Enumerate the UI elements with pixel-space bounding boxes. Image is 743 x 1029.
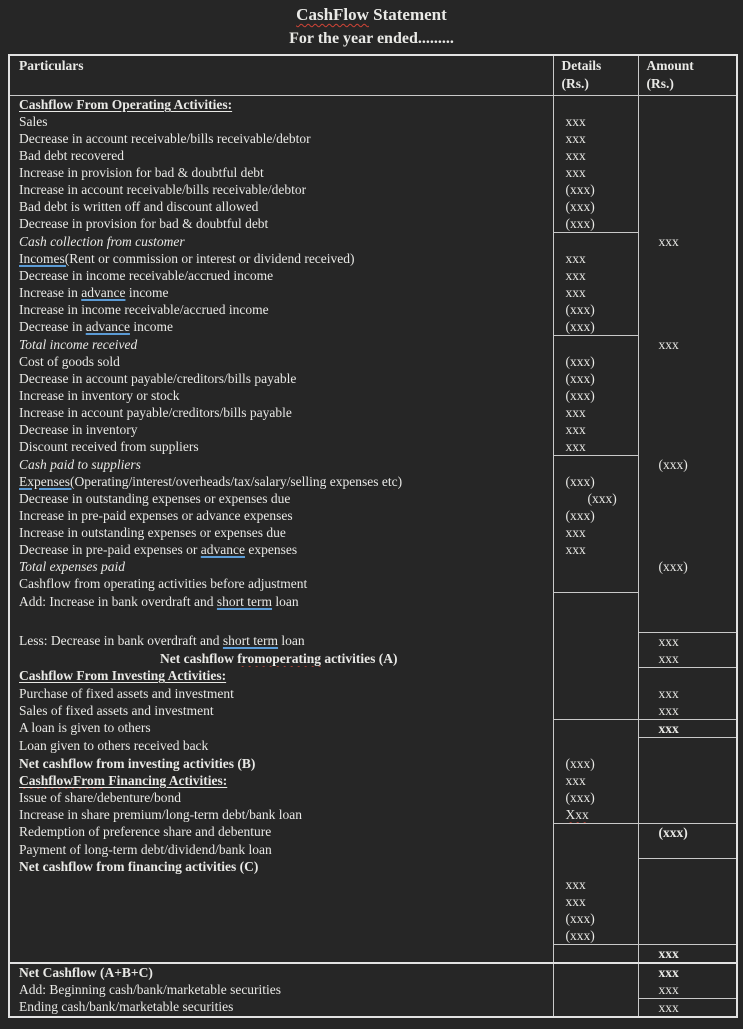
particulars-cell <box>9 336 553 354</box>
particulars-cell <box>9 755 553 772</box>
particulars-cell <box>9 353 553 370</box>
amount-cell <box>638 490 737 507</box>
table-row <box>9 998 737 1017</box>
details-cell <box>553 719 638 737</box>
table-row <box>9 164 737 181</box>
text-segment: income <box>125 285 169 300</box>
page-title <box>0 5 743 25</box>
text-segment: Rent or commission or interest or dividend received) <box>69 251 355 266</box>
particulars-cell <box>9 858 553 876</box>
text-segment: Less: Decrease in bank overdraft and <box>19 633 223 648</box>
amount-cell <box>638 301 737 318</box>
particulars-cell <box>9 284 553 301</box>
details-cell: xxx <box>553 541 638 558</box>
table-body <box>9 96 737 1017</box>
details-cell <box>553 858 638 876</box>
amount-cell: xxx <box>638 963 737 981</box>
amount-cell <box>638 164 737 181</box>
details-cell <box>553 233 638 251</box>
text-segment: loan <box>278 633 305 648</box>
particulars-cell <box>9 685 553 702</box>
particulars-cell <box>9 789 553 806</box>
details-cell <box>553 575 638 593</box>
text-segment: activities (A) <box>321 650 398 666</box>
column-header-details-line1: Details <box>561 58 602 73</box>
particulars-cell <box>9 490 553 507</box>
amount-cell <box>638 147 737 164</box>
text-segment: Decrease in account receivable/bills receivable/debtor <box>19 131 311 146</box>
amount-cell <box>638 789 737 806</box>
grammar-underline-text: Expenses( <box>19 474 75 489</box>
table-row <box>9 524 737 541</box>
amount-cell: xxx <box>638 632 737 650</box>
amount-cell: xxx <box>638 650 737 668</box>
amount-cell <box>638 841 737 859</box>
particulars-cell <box>9 910 553 927</box>
table-row <box>9 667 737 685</box>
text-segment: Increase in share premium/long-term debt/bank loan <box>19 806 303 822</box>
table-row <box>9 301 737 318</box>
table-row <box>9 789 737 806</box>
text-segment: Operating/interest/overheads/tax/salary/selling expenses <box>74 474 382 489</box>
table-row <box>9 96 737 114</box>
amount-cell: (xxx) <box>638 456 737 474</box>
text-segment: Issue of share/debenture/bond <box>19 789 181 805</box>
text-segment: Redemption of preference share and debenture <box>19 824 272 839</box>
text-segment: Sales of fixed assets and investment <box>19 702 214 718</box>
table-row <box>9 858 737 876</box>
details-cell: (xxx) <box>553 181 638 198</box>
amount-cell <box>638 421 737 438</box>
text-segment: Decrease in account payable/creditors/bills payable <box>19 371 297 386</box>
grammar-underline-text: advance <box>200 542 246 557</box>
amount-cell <box>638 893 737 910</box>
table-row <box>9 737 737 755</box>
details-cell <box>553 823 638 841</box>
table-row <box>9 823 737 841</box>
details-cell: xxx <box>553 772 638 789</box>
table-row <box>9 507 737 524</box>
amount-cell <box>638 610 737 632</box>
table-row <box>9 772 737 789</box>
details-cell <box>553 685 638 702</box>
amount-cell <box>638 404 737 421</box>
table-row <box>9 404 737 421</box>
column-header-amount-line1: Amount <box>646 58 694 73</box>
particulars-cell <box>9 130 553 147</box>
text-segment: Decrease in inventory <box>19 422 138 437</box>
table-row <box>9 336 737 354</box>
table-row <box>9 893 737 910</box>
text-segment: Increase in outstanding expenses or expenses due <box>19 525 286 540</box>
grammar-underline-text: short term <box>216 593 273 609</box>
text-segment: income <box>129 319 174 334</box>
details-cell: xxx <box>553 893 638 910</box>
table-row <box>9 876 737 893</box>
details-cell: (xxx) <box>553 910 638 927</box>
table-row <box>9 944 737 963</box>
table-row <box>9 421 737 438</box>
particulars-cell <box>9 318 553 336</box>
details-cell: (xxx) <box>553 353 638 370</box>
details-cell <box>553 998 638 1017</box>
amount-cell <box>638 250 737 267</box>
details-cell: xxx <box>553 876 638 893</box>
text-segment: Net cashflow <box>160 650 238 666</box>
grammar-underline-text: advance <box>85 319 130 334</box>
text-segment: Payment of long-term debt/dividend/bank loan <box>19 841 272 857</box>
particulars-cell <box>9 610 553 632</box>
particulars-cell <box>9 541 553 558</box>
particulars-cell <box>9 507 553 524</box>
text-segment: Total income received <box>19 336 138 352</box>
table-row <box>9 806 737 824</box>
details-cell <box>553 96 638 114</box>
details-cell <box>553 737 638 755</box>
amount-cell <box>638 318 737 336</box>
text-segment: Increase in <box>19 285 82 300</box>
particulars-cell <box>9 438 553 456</box>
details-cell: (xxx) <box>553 370 638 387</box>
text-segment: Decrease in <box>19 319 86 334</box>
table-row <box>9 650 737 668</box>
particulars-cell <box>9 198 553 215</box>
page-subtitle: For the year ended......... <box>289 30 454 47</box>
amount-cell: xxx <box>638 685 737 702</box>
text-segment: Add: Beginning cash/bank/marketable securities <box>19 981 282 997</box>
details-cell: (xxx) <box>553 198 638 215</box>
table-row <box>9 284 737 301</box>
table-row <box>9 198 737 215</box>
text-segment: Financing Activities: <box>105 772 228 788</box>
particulars-cell <box>9 267 553 284</box>
amount-cell <box>638 387 737 404</box>
particulars-cell <box>9 301 553 318</box>
particulars-cell <box>9 893 553 910</box>
text-segment: Decrease in provision for bad & doubtful debt <box>19 216 269 231</box>
amount-cell: (xxx) <box>638 823 737 841</box>
text-segment: ) <box>397 474 403 489</box>
amount-cell <box>638 353 737 370</box>
table-row <box>9 963 737 981</box>
particulars-cell <box>9 806 553 824</box>
amount-cell <box>638 370 737 387</box>
text-segment: Increase in pre-paid expenses or advance expenses <box>19 508 293 523</box>
amount-cell <box>638 737 737 755</box>
amount-cell: xxx <box>638 702 737 720</box>
column-header-amount <box>638 55 737 96</box>
details-cell: xxx <box>553 438 638 456</box>
details-cell: xxx <box>553 250 638 267</box>
amount-cell <box>638 667 737 685</box>
particulars-cell <box>9 181 553 198</box>
particulars-cell <box>9 113 553 130</box>
table-row <box>9 147 737 164</box>
details-cell: xxx <box>553 267 638 284</box>
details-cell <box>553 981 638 999</box>
table-row <box>9 755 737 772</box>
details-cell: Xxx <box>553 806 638 824</box>
particulars-cell <box>9 593 553 611</box>
amount-cell <box>638 858 737 876</box>
amount-cell <box>638 267 737 284</box>
particulars-cell <box>9 650 553 668</box>
text-segment: A loan is given to others <box>19 720 151 735</box>
column-header-particulars: Particulars <box>9 55 553 96</box>
text-segment: Statement <box>368 5 447 24</box>
particulars-cell <box>9 164 553 181</box>
details-cell <box>553 650 638 668</box>
text-segment: Increase in account payable/creditors/bills payable <box>19 405 292 420</box>
table-row <box>9 233 737 251</box>
grammar-underline-text: Incomes( <box>19 251 70 266</box>
text-segment: Cashflow from operating activities before adjustment <box>19 576 308 591</box>
amount-cell: xxx <box>638 944 737 963</box>
table-row <box>9 250 737 267</box>
grammar-underline-text: advance <box>81 285 126 300</box>
text-segment: Loan given to others received back <box>19 738 209 753</box>
amount-cell: xxx <box>638 233 737 251</box>
particulars-cell <box>9 841 553 859</box>
amount-cell <box>638 524 737 541</box>
details-cell: (xxx) <box>553 927 638 945</box>
details-cell <box>553 702 638 720</box>
amount-cell <box>638 806 737 824</box>
particulars-cell <box>9 421 553 438</box>
amount-cell <box>638 181 737 198</box>
particulars-cell <box>9 558 553 575</box>
amount-cell: xxx <box>638 719 737 737</box>
text-segment: Increase in account receivable/bills receivable/debtor <box>19 182 307 197</box>
table-row <box>9 181 737 198</box>
table-row <box>9 387 737 404</box>
amount-cell <box>638 575 737 593</box>
details-cell: (xxx) <box>553 473 638 490</box>
particulars-cell <box>9 215 553 233</box>
amount-cell <box>638 876 737 893</box>
amount-cell: (xxx) <box>638 558 737 575</box>
text-segment: Decrease in outstanding expenses or expenses due <box>19 491 291 506</box>
particulars-cell <box>9 233 553 251</box>
text-segment: Ending cash/bank/marketable securities <box>19 999 234 1014</box>
table-row <box>9 685 737 702</box>
details-cell <box>553 632 638 650</box>
particulars-cell <box>9 524 553 541</box>
particulars-cell <box>9 667 553 685</box>
text-segment: Purchase of fixed assets and investment <box>19 685 234 701</box>
details-cell: xxx <box>553 404 638 421</box>
spellcheck-squiggle-text: CashflowFrom <box>19 772 105 788</box>
particulars-cell <box>9 944 553 963</box>
amount-cell <box>638 438 737 456</box>
details-cell: xxx <box>553 130 638 147</box>
particulars-cell <box>9 387 553 404</box>
text-segment: Increase in inventory or stock <box>19 388 180 403</box>
amount-cell <box>638 96 737 114</box>
details-cell: (xxx) <box>553 387 638 404</box>
column-header-amount-line2: (Rs.) <box>646 76 674 91</box>
particulars-cell <box>9 147 553 164</box>
amount-cell <box>638 541 737 558</box>
table-row <box>9 473 737 490</box>
details-cell: xxx <box>553 113 638 130</box>
amount-cell <box>638 130 737 147</box>
text-segment: Discount received from suppliers <box>19 439 199 454</box>
table-row <box>9 370 737 387</box>
amount-cell: xxx <box>638 336 737 354</box>
table-row <box>9 558 737 575</box>
details-cell <box>553 558 638 575</box>
details-cell: (xxx) <box>553 490 638 507</box>
table-row <box>9 490 737 507</box>
particulars-cell <box>9 876 553 893</box>
amount-cell <box>638 593 737 611</box>
table-row <box>9 610 737 632</box>
table-row <box>9 438 737 456</box>
particulars-cell <box>9 456 553 474</box>
text-segment: Cost of goods sold <box>19 354 120 369</box>
details-cell <box>553 610 638 632</box>
amount-cell: xxx <box>638 998 737 1017</box>
details-cell: xxx <box>553 421 638 438</box>
text-segment: Net cashflow from financing activities (C) <box>19 859 259 874</box>
particulars-cell <box>9 981 553 999</box>
particulars-cell <box>9 719 553 737</box>
text-segment: Increase in provision for bad & doubtful debt <box>19 165 264 180</box>
details-cell: (xxx) <box>553 789 638 806</box>
table-row <box>9 353 737 370</box>
amount-cell: xxx <box>638 981 737 999</box>
table-row <box>9 113 737 130</box>
cashflow-statement-table <box>8 54 738 1018</box>
table-row <box>9 456 737 474</box>
text-segment: loan <box>272 593 299 609</box>
spellcheck-squiggle-text: CashFlow <box>296 5 369 24</box>
amount-cell <box>638 507 737 524</box>
text-segment: Bad debt is written off and discount allowed <box>19 199 259 214</box>
text-segment: Decrease in pre-paid expenses or <box>19 542 201 557</box>
amount-cell <box>638 284 737 301</box>
text-segment: Cash collection from customer <box>19 233 185 249</box>
particulars-cell <box>9 702 553 720</box>
table-row <box>9 267 737 284</box>
details-cell <box>553 667 638 685</box>
details-cell: (xxx) <box>553 318 638 336</box>
table-row <box>9 541 737 558</box>
particulars-cell <box>9 96 553 114</box>
table-row <box>9 927 737 945</box>
details-cell <box>553 944 638 963</box>
table-row <box>9 841 737 859</box>
column-header-details-line2: (Rs.) <box>561 76 589 91</box>
details-cell: (xxx) <box>553 755 638 772</box>
grammar-underline-text: short term <box>222 633 279 648</box>
table-row <box>9 575 737 593</box>
table-row <box>9 702 737 720</box>
details-cell: (xxx) <box>553 507 638 524</box>
particulars-cell <box>9 250 553 267</box>
particulars-cell <box>9 998 553 1017</box>
table-row <box>9 215 737 233</box>
amount-cell <box>638 927 737 945</box>
spellcheck-squiggle-text: etc <box>381 474 398 489</box>
text-segment: Net Cashflow (A+B+C) <box>19 964 153 980</box>
table-row <box>9 719 737 737</box>
table-row <box>9 910 737 927</box>
amount-cell <box>638 910 737 927</box>
amount-cell <box>638 113 737 130</box>
text-segment: Sales <box>19 114 48 129</box>
particulars-cell <box>9 632 553 650</box>
particulars-cell <box>9 404 553 421</box>
particulars-cell <box>9 963 553 981</box>
text-segment: Net cashflow from investing activities (B) <box>19 755 256 771</box>
particulars-cell <box>9 927 553 945</box>
text-segment: Cash paid to suppliers <box>19 456 141 472</box>
text-segment: Add: Increase in bank overdraft and <box>19 593 217 609</box>
details-cell: (xxx) <box>553 215 638 233</box>
text-segment: Cashflow From Operating Activities: <box>19 97 233 112</box>
details-cell: xxx <box>553 164 638 181</box>
spellcheck-squiggle-text: fromoperating <box>237 650 321 666</box>
particulars-cell <box>9 575 553 593</box>
details-cell <box>553 593 638 611</box>
table-header-row <box>9 55 737 96</box>
text-segment: Cashflow From Investing Activities: <box>19 668 227 683</box>
amount-cell <box>638 473 737 490</box>
table-row <box>9 593 737 611</box>
details-cell: xxx <box>553 284 638 301</box>
particulars-cell <box>9 823 553 841</box>
text-segment: Total expenses paid <box>19 559 125 574</box>
details-cell: xxx <box>553 524 638 541</box>
text-segment: expenses <box>245 542 298 557</box>
amount-cell <box>638 772 737 789</box>
particulars-cell <box>9 772 553 789</box>
details-cell <box>553 841 638 859</box>
particulars-cell <box>9 473 553 490</box>
details-cell <box>553 963 638 981</box>
details-cell: xxx <box>553 147 638 164</box>
details-cell <box>553 456 638 474</box>
amount-cell <box>638 198 737 215</box>
table-row <box>9 318 737 336</box>
text-segment: Decrease in income receivable/accrued income <box>19 268 274 283</box>
table-row <box>9 632 737 650</box>
amount-cell <box>638 755 737 772</box>
table-row <box>9 130 737 147</box>
particulars-cell <box>9 370 553 387</box>
table-row <box>9 981 737 999</box>
particulars-cell <box>9 737 553 755</box>
text-segment: Increase in income receivable/accrued income <box>19 302 269 317</box>
text-segment: Bad debt recovered <box>19 148 124 163</box>
column-header-details <box>553 55 638 96</box>
details-cell: (xxx) <box>553 301 638 318</box>
amount-cell <box>638 215 737 233</box>
details-cell <box>553 336 638 354</box>
